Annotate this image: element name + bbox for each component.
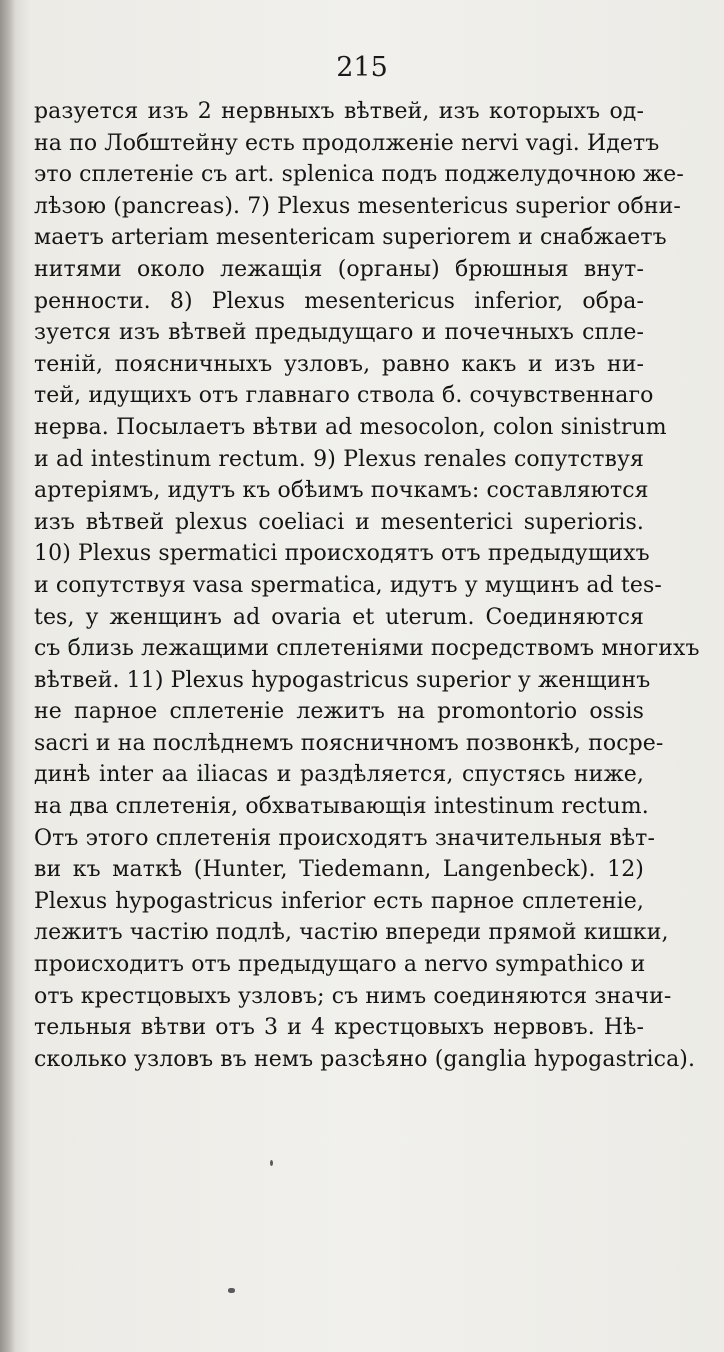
- text-line: разуется изъ 2 нервныхъ вѣтвей, изъ которыхъ од-: [34, 99, 644, 124]
- text-line: происходитъ отъ предыдущаго а nervo sympathico и: [34, 952, 646, 978]
- text-line: тей, идущихъ отъ главнаго ствола б. сочувственнаго: [34, 383, 654, 409]
- text-line: tes, у женщинъ ad ovaria et uterum. Соединяются: [34, 604, 644, 630]
- text-line: нитями около лежащія (органы) брюшныя внут-: [34, 256, 644, 282]
- text-line: теній, поясничныхъ узловъ, равно какъ и изъ ни-: [34, 351, 644, 377]
- page-number: 215: [336, 52, 388, 83]
- text-line: маетъ arteriam mesentericam superiorem и снабжаетъ: [34, 225, 667, 251]
- text-line: и сопутствуя vasa spermatica, идутъ у мущинъ ad tes-: [34, 572, 662, 598]
- paper-speck: [270, 1160, 273, 1166]
- text-line: ренности. 8) Plexus mesentericus inferior, обра-: [34, 288, 644, 314]
- text-line: тельныя вѣтви отъ 3 и 4 крестцовыхъ нервовъ. Нѣ-: [34, 1015, 644, 1041]
- text-line: ви къ маткѣ (Hunter, Tiedemann, Langenbeck). 12): [34, 857, 644, 883]
- text-line: Отъ этого сплетенія происходятъ значительныя вѣт-: [34, 825, 655, 851]
- text-line: отъ крестцовыхъ узловъ; съ нимъ соединяются значи-: [34, 983, 672, 1009]
- text-line: артеріямъ, идутъ къ обѣимъ почкамъ: составляются: [34, 478, 649, 504]
- text-line: 10) Plexus spermatici происходятъ отъ предыдущихъ: [34, 541, 650, 567]
- text-line: вѣтвей. 11) Plexus hypogastricus superior у женщинъ: [34, 667, 651, 693]
- text-line: динѣ inter aa iliacas и раздѣляется, спустясь ниже,: [34, 762, 644, 788]
- text-line: изъ вѣтвей plexus coeliaci и mesenterici superioris.: [34, 509, 644, 535]
- text-line: и ad intestinum rectum. 9) Plexus renales сопутствуя: [34, 446, 644, 472]
- text-line: это сплетеніе съ art. splenica подъ поджелудочною же-: [34, 162, 684, 188]
- text-line: Plexus hypogastricus inferior есть парное сплетеніе,: [34, 888, 644, 914]
- text-line: на по Лобштейну есть продолженіе nervi vagi. Идетъ: [34, 130, 660, 156]
- binding-shadow: [0, 0, 16, 1352]
- text-line: на два сплетенія, обхватывающія intestinum rectum.: [34, 794, 649, 820]
- body-text: [34, 96, 700, 1075]
- text-line: съ близь лежащими сплетеніями посредствомъ многихъ: [34, 636, 700, 662]
- text-line: лѣзою (pancreas). 7) Plexus mesentericus superior обни-: [34, 193, 681, 219]
- text-line: лежитъ частію подлѣ, частію впереди прямой кишки,: [34, 920, 669, 946]
- text-line: нерва. Посылаетъ вѣтви ad mesocolon, colon sinistrum: [34, 414, 667, 440]
- text-line: сколько узловъ въ немъ разсѣяно (ganglia hypogastrica).: [34, 1046, 696, 1072]
- text-line: sacri и на послѣднемъ поясничномъ позвонкѣ, посре-: [34, 730, 664, 756]
- text-line: не парное сплетеніе лежитъ на promontorio ossis: [34, 699, 644, 725]
- paper-speck: [228, 1288, 235, 1293]
- text-line: зуется изъ вѣтвей предыдущаго и почечныхъ спле-: [34, 320, 644, 346]
